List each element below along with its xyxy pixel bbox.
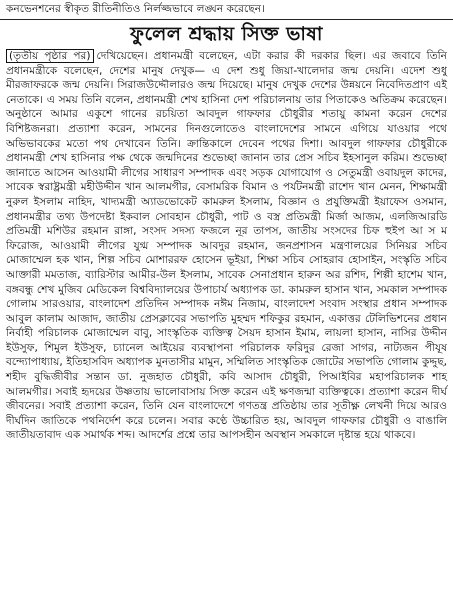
previous-paragraph-tail: কনভেনশনের স্বীকৃত রীতিনীতিও নির্লজ্জভাবে লঙ্ঘন করেছেন। — [6, 3, 265, 15]
article-body-text: দেখিয়েছেন। প্রধানমন্ত্রী বলেছেন, এটা করার কী দরকার ছিল। এর জবাবে তিনি প্রধানমন্ত্রীকে বলেছেন, দেশের মানুষ দেখুক— এ দেশ শুধু জিয়া-খালেদার জন্ম দেয়নি। এদেশ শুধু মীরজাফরকে জন্ম দেয়নি। সিরাজউদ্দৌলারও জন্ম দিয়েছে। মানুষ দেখুক দেশের উন্নয়নে নিবেদিতপ্রাণ এই নেতাকে। এ সময় তিনি বলেন, প্রধানমন্ত্রী শেখ হাসিনা দেশ পরিচালনায় তার পিতাকেও অতিক্রম করেছেন। অনুষ্ঠানে আমার একুশে গানের রচয়িতা আবদুল গাফফার চৌধুরীর শতায়ু কামনা করেন দেশের বিশিষ্টজনরা। প্রত্যাশা করেন, সামনের দিনগুলোতেও বাংলাদেশের সামনে এগিয়ে যাওয়ার পথে অভিভাবকের মতো পথ দেখাবেন তিনি। ক্রান্তিকালে দেবেন পথের দিশা। আবদুল গাফফার চৌধুরীকে প্রধানমন্ত্রী শেখ হাসিনার পক্ষ থেকে জন্মদিনের শুভেচ্ছা জানান তার প্রেস সচিব ইহসানুল করিম। শুভেচ্ছা জানাতে আসেন আওয়ামী লীগের সাধারণ সম্পাদক এবং সড়ক যোগাযোগ ও সেতুমন্ত্রী ওবায়দুল কাদের, সাবেক স্বরাষ্ট্রমন্ত্রী মহীউদ্দীন খান আলমগীর, বেসামরিক বিমান ও পর্যটনমন্ত্রী রাশেদ খান মেনন, শিক্ষামন্ত্রী নুরুল ইসলাম নাহিদ, খাদ্যমন্ত্রী অ্যাডভোকেট কামরুল ইসলাম, বিজ্ঞান ও প্রযুক্তিমন্ত্রী ইয়াফেস ওসমান, প্রধানমন্ত্রীর তথ্য উপদেষ্টা ইকবাল সোবহান চৌধুরী, পাট ও বস্ত্র প্রতিমন্ত্রী মির্জা আজম, এলজিআরডি প্রতিমন্ত্রী মশিউর রহমান রাঙ্গা, সংসদ সদস্য ফজলে নূর তাপস, জাতীয় সংসদের চিফ হুইপ আ স ম ফিরোজ, আওয়ামী লীগের যুগ্ম সম্পাদক আবদুর রহমান, জনপ্রশাসন মন্ত্রণালয়ের সিনিয়র সচিব মোজাম্মেল হক খান, শিল্প সচিব মোশাররফ হোসেন ভূইয়া, শিক্ষা সচিব সোহরাব হোসাইন, সংস্কৃতি সচিব আক্তারী মমতাজ, ব্যারিস্টার আমীর-উল ইসলাম, সাবেক সেনাপ্রধান হারুন অর রশিদ, শিল্পী হাশেম খান, বঙ্গবন্ধু শেখ মুজিব মেডিকেল বিশ্ববিদ্যালয়ের উপাচার্য অধ্যাপক ডা. কামরুল হাসান খান, সমকাল সম্পাদক গোলাম সারওয়ার, বাংলাদেশ প্রতিদিন সম্পাদক নঈম নিজাম, বাংলাদেশ সংবাদ সংস্থার প্রধান সম্পাদক আবুল কালাম আজাদ, জাতীয় প্রেসক্লাবের সভাপতি মুহম্মদ শফিকুর রহমান, একাত্তর টেলিভিশনের প্রধান নির্বাহী পরিচালক মোজাম্মেল বাবু, সাংস্কৃতিক ব্যক্তিত্ব সৈয়দ হাসান ইমাম, লায়লা হাসান, নাসির উদ্দীন ইউসুফ, শিমুল ইউসুফ, চ্যানেল আইয়ের ব্যবস্থাপনা পরিচালক ফরিদুর রেজা সাগর, নাট্যজন পীযূষ বন্দ্যোপাধ্যায়, ইতিহাসবিদ অধ্যাপক মুনতাসীর মামুন, সম্মিলিত সাংস্কৃতিক জোটের সভাপতি গোলাম কুদ্দুছ, শহীদ বুদ্ধিজীবীর সন্তান ডা. নুজহাত চৌধুরী, কবি আসাদ চৌধুরী, পিআইবির মহাপরিচালক শাহ আলমগীর। সবাই হৃদয়ের উষ্ণতায় ভালোবাসায় সিক্ত করেন এই ক্ষণজন্মা ব্যক্তিত্বকে। প্রত্যাশা করেন দীর্ঘ জীবনের। সবাই প্রত্যাশা করেন, তিনি যেন বাংলাদেশে গণতন্ত্র প্রতিষ্ঠায় তার সূতীক্ষ্ণ লেখনী দিয়ে আরও দীর্ঘদিন জাতিকে পথনির্দেশ করে চলেন। সবার কণ্ঠে উচ্চারিত হয়, আবদুল গাফফার চৌধুরী ও বাঙালি জাতীয়তাবাদ এক সমার্থক শব্দ। আদর্শের প্রশ্নে তার আপসহীন অবস্থান সমকালে দৃষ্টান্ত হয়ে থাকবে। — [6, 50, 447, 442]
continuation-marker: (তৃতীয় পৃষ্ঠার পর) — [6, 49, 94, 63]
article-body — [6, 49, 447, 443]
article-headline: ফুলেল শ্রদ্ধায় সিক্ত ভাষা — [0, 19, 453, 47]
